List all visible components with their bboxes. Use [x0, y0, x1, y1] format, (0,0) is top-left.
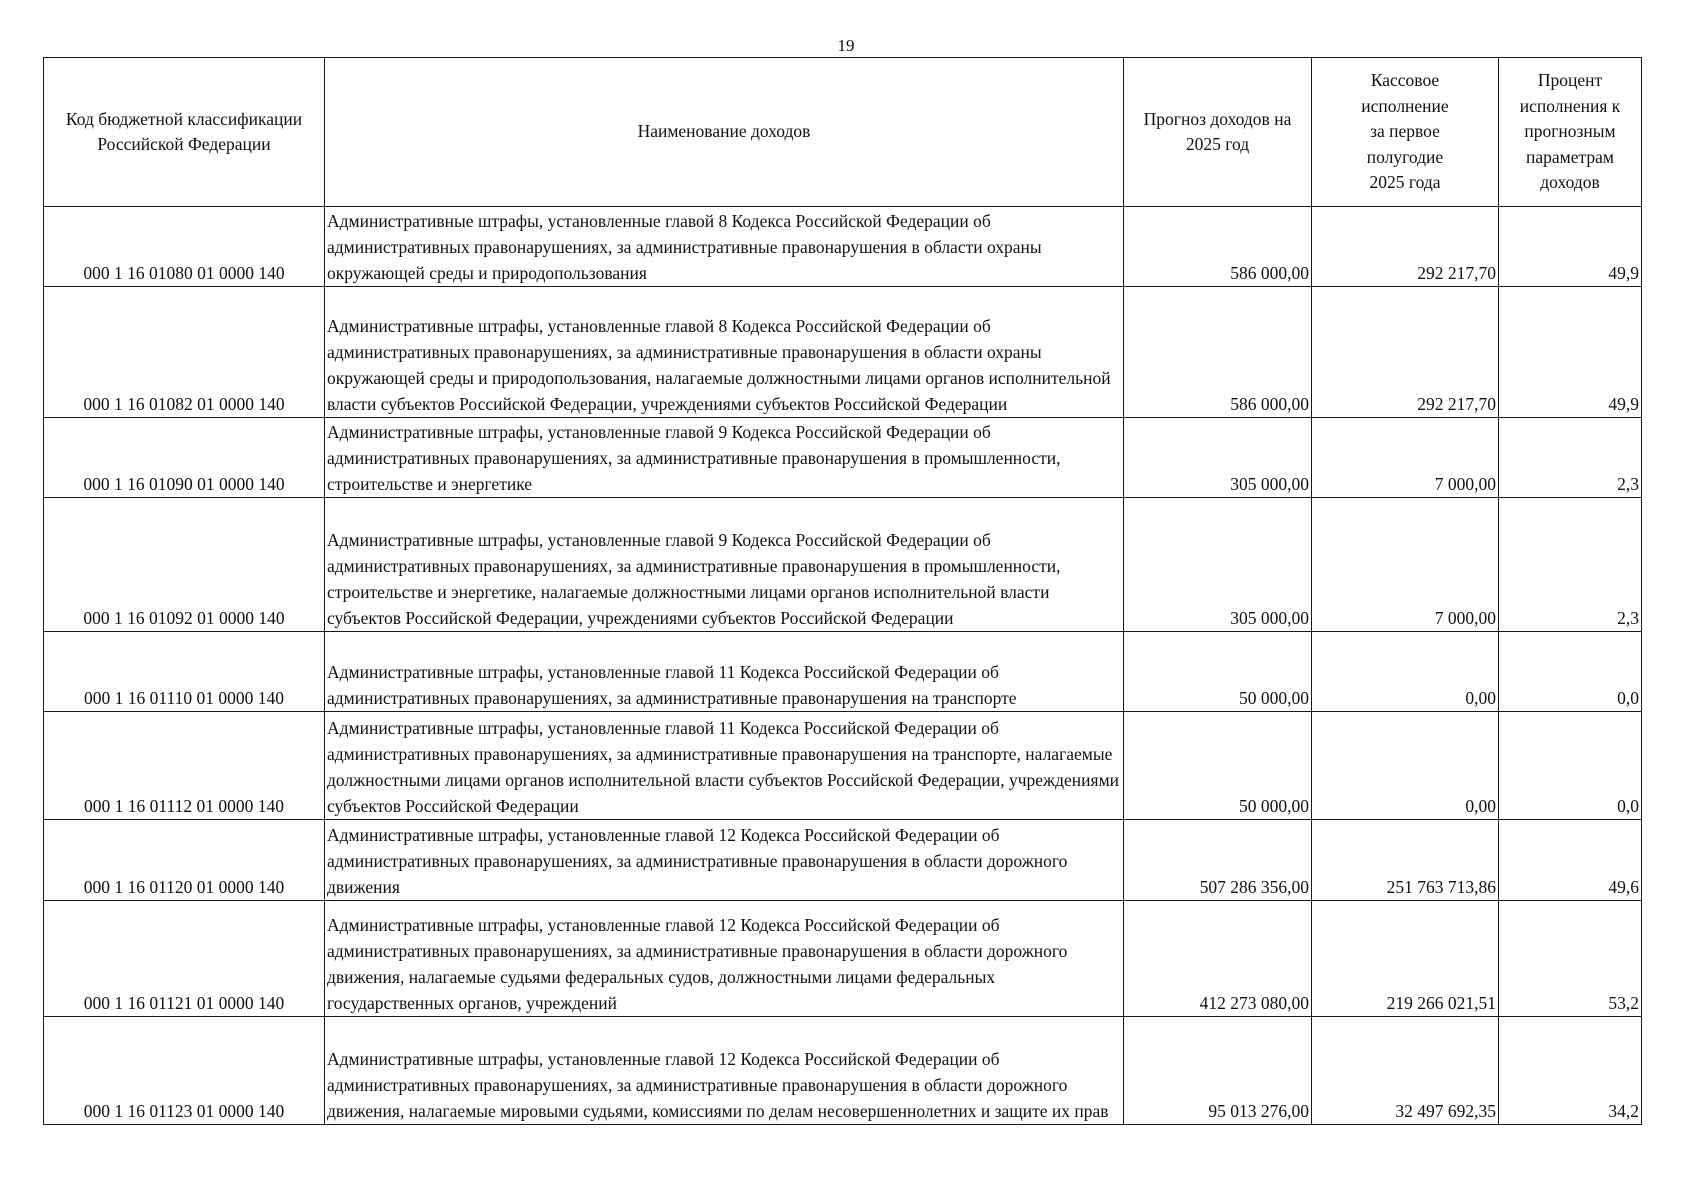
row-execution: 32 497 692,35	[1312, 1017, 1499, 1125]
row-name: Административные штрафы, установленные главой 12 Кодекса Российской Федерации об административных правонарушениях, за административные правонарушения в области дорожного движения, налагаемые судьями федеральных судов, должностными лицами федеральных государственных органов, учреждений	[325, 901, 1124, 1017]
row-code: 000 1 16 01110 01 0000 140	[44, 632, 325, 712]
row-name: Административные штрафы, установленные главой 8 Кодекса Российской Федерации об административных правонарушениях, за административные правонарушения в области охраны окружающей среды и природопользования, налагаемые должностными лицами органов исполнительной власти субъектов Российской Федерации, учреждениями субъектов Российской Федерации	[325, 287, 1124, 418]
row-forecast: 586 000,00	[1124, 287, 1312, 418]
header-percent: Процент исполнения к прогнозным параметрам доходов	[1499, 58, 1642, 207]
table-row	[44, 1017, 1642, 1125]
table-row	[44, 820, 1642, 901]
row-percent: 0,0	[1499, 712, 1642, 820]
row-name: Административные штрафы, установленные главой 12 Кодекса Российской Федерации об административных правонарушениях, за административные правонарушения в области дорожного движения	[325, 820, 1124, 901]
row-code: 000 1 16 01120 01 0000 140	[44, 820, 325, 901]
page-number: 19	[837, 36, 855, 55]
row-forecast: 50 000,00	[1124, 632, 1312, 712]
revenue-table	[43, 57, 1642, 1125]
row-code: 000 1 16 01121 01 0000 140	[44, 901, 325, 1017]
row-forecast: 95 013 276,00	[1124, 1017, 1312, 1125]
row-percent: 2,3	[1499, 498, 1642, 632]
row-percent: 2,3	[1499, 418, 1642, 498]
row-name: Административные штрафы, установленные главой 11 Кодекса Российской Федерации об административных правонарушениях, за административные правонарушения на транспорте, налагаемые должностными лицами органов исполнительной власти субъектов Российской Федерации, учреждениями субъектов Российской Федерации	[325, 712, 1124, 820]
table-row	[44, 712, 1642, 820]
header-row	[44, 58, 1642, 207]
table-row	[44, 498, 1642, 632]
row-percent: 49,6	[1499, 820, 1642, 901]
row-code: 000 1 16 01123 01 0000 140	[44, 1017, 325, 1125]
row-code: 000 1 16 01080 01 0000 140	[44, 207, 325, 287]
table-row	[44, 901, 1642, 1017]
row-forecast: 50 000,00	[1124, 712, 1312, 820]
row-forecast: 586 000,00	[1124, 207, 1312, 287]
row-execution: 0,00	[1312, 712, 1499, 820]
row-name: Административные штрафы, установленные главой 12 Кодекса Российской Федерации об административных правонарушениях, за административные правонарушения в области дорожного движения, налагаемые мировыми судьями, комиссиями по делам несовершеннолетних и защите их прав	[325, 1017, 1124, 1125]
row-code: 000 1 16 01112 01 0000 140	[44, 712, 325, 820]
table-row	[44, 418, 1642, 498]
header-execution: Кассовое исполнение за первое полугодие 2025 года	[1312, 58, 1499, 207]
table-body	[44, 207, 1642, 1125]
row-code: 000 1 16 01092 01 0000 140	[44, 498, 325, 632]
row-percent: 49,9	[1499, 207, 1642, 287]
row-name: Административные штрафы, установленные главой 9 Кодекса Российской Федерации об административных правонарушениях, за административные правонарушения в промышленности, строительстве и энергетике, налагаемые должностными лицами органов исполнительной власти субъектов Российской Федерации, учреждениями субъектов Российской Федерации	[325, 498, 1124, 632]
header-forecast: Прогноз доходов на 2025 год	[1124, 58, 1312, 207]
row-name: Административные штрафы, установленные главой 9 Кодекса Российской Федерации об административных правонарушениях, за административные правонарушения в промышленности, строительстве и энергетике	[325, 418, 1124, 498]
row-execution: 219 266 021,51	[1312, 901, 1499, 1017]
row-execution: 292 217,70	[1312, 287, 1499, 418]
row-forecast: 305 000,00	[1124, 418, 1312, 498]
row-percent: 0,0	[1499, 632, 1642, 712]
row-percent: 49,9	[1499, 287, 1642, 418]
table-row	[44, 207, 1642, 287]
row-percent: 34,2	[1499, 1017, 1642, 1125]
table-header	[44, 58, 1642, 207]
table-row	[44, 632, 1642, 712]
header-name: Наименование доходов	[325, 58, 1124, 207]
row-execution: 292 217,70	[1312, 207, 1499, 287]
row-execution: 251 763 713,86	[1312, 820, 1499, 901]
row-code: 000 1 16 01082 01 0000 140	[44, 287, 325, 418]
row-forecast: 305 000,00	[1124, 498, 1312, 632]
row-execution: 7 000,00	[1312, 418, 1499, 498]
row-name: Административные штрафы, установленные главой 8 Кодекса Российской Федерации об административных правонарушениях, за административные правонарушения в области охраны окружающей среды и природопользования	[325, 207, 1124, 287]
row-code: 000 1 16 01090 01 0000 140	[44, 418, 325, 498]
row-forecast: 412 273 080,00	[1124, 901, 1312, 1017]
row-execution: 0,00	[1312, 632, 1499, 712]
row-name: Административные штрафы, установленные главой 11 Кодекса Российской Федерации об административных правонарушениях, за административные правонарушения на транспорте	[325, 632, 1124, 712]
row-percent: 53,2	[1499, 901, 1642, 1017]
row-forecast: 507 286 356,00	[1124, 820, 1312, 901]
table-row	[44, 287, 1642, 418]
row-execution: 7 000,00	[1312, 498, 1499, 632]
header-code: Код бюджетной классификации Российской Федерации	[44, 58, 325, 207]
